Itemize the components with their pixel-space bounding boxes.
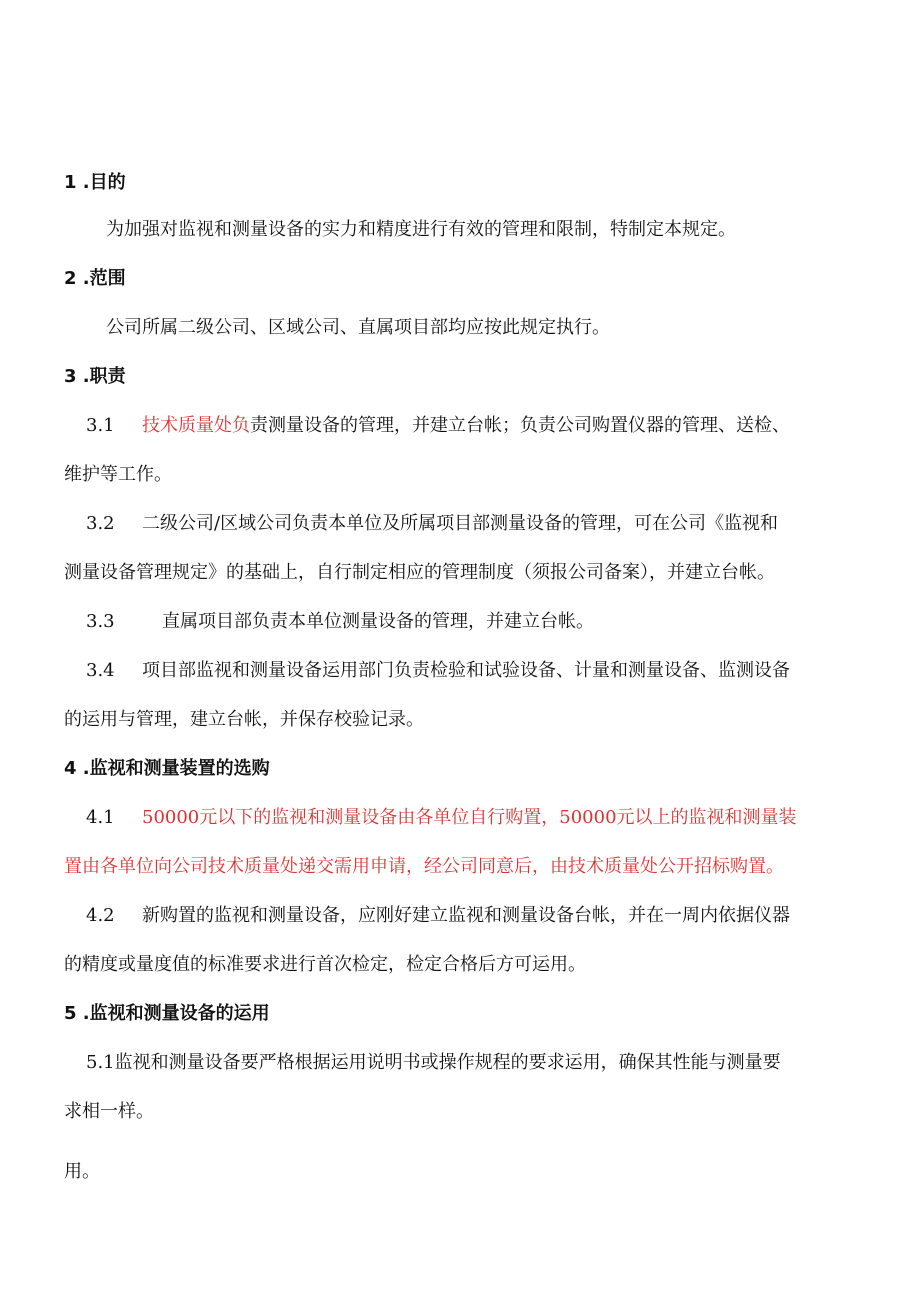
item-3-4-text: 项目部监视和测量设备运用部门负责检验和试验设备、计量和测量设备、监测设备 bbox=[142, 660, 790, 681]
section-1-heading: 1 .目的 bbox=[64, 172, 126, 193]
item-3-2-number: 3.2 bbox=[86, 513, 115, 534]
item-4-1-line-1 bbox=[86, 805, 797, 831]
item-3-1-number: 3.1 bbox=[86, 415, 115, 436]
section-3-heading: 3 .职责 bbox=[64, 366, 126, 387]
item-3-3-text: 直属项目部负责本单位测量设备的管理，并建立台帐。 bbox=[162, 611, 594, 632]
item-3-1-line-2: 维护等工作。 bbox=[64, 464, 172, 485]
item-3-2-text: 二级公司/区域公司负责本单位及所属项目部测量设备的管理，可在公司《监视和 bbox=[142, 513, 779, 534]
item-3-2-line-1 bbox=[86, 511, 778, 537]
item-3-2-line-2: 测量设备管理规定》的基础上，自行制定相应的管理制度（须报公司备案），并建立台帐。 bbox=[64, 562, 775, 583]
item-3-1-highlight: 技术质量处负 bbox=[142, 415, 250, 436]
section-5-heading: 5 .监视和测量设备的运用 bbox=[64, 1003, 270, 1024]
item-5-1-line-1: 5.1监视和测量设备要严格根据运用说明书或操作规程的要求运用，确保其性能与测量要 bbox=[86, 1052, 781, 1073]
item-4-2-text: 新购置的监视和测量设备，应刚好建立监视和测量设备台帐，并在一周内依据仪器 bbox=[142, 905, 790, 926]
item-3-1-line-1 bbox=[86, 413, 790, 439]
item-3-3-number: 3.3 bbox=[86, 611, 115, 632]
item-3-1-text: 责测量设备的管理，并建立台帐；负责公司购置仪器的管理、送检、 bbox=[250, 415, 790, 436]
item-4-1-text: 50000元以下的监视和测量设备由各单位自行购置，50000元以上的监视和测量装 bbox=[142, 807, 797, 828]
item-4-1-number: 4.1 bbox=[86, 807, 115, 828]
item-4-1-line-2: 置由各单位向公司技术质量处递交需用申请，经公司同意后，由技术质量处公开招标购置。 bbox=[64, 856, 784, 877]
section-1-paragraph: 为加强对监视和测量设备的实力和精度进行有效的管理和限制，特制定本规定。 bbox=[106, 219, 736, 240]
item-3-3-line-1 bbox=[86, 609, 594, 635]
item-3-4-line-2: 的运用与管理，建立台帐，并保存校验记录。 bbox=[64, 709, 424, 730]
item-5-1-line-2: 求相一样。 bbox=[64, 1101, 154, 1122]
item-4-2-line-1 bbox=[86, 903, 790, 929]
section-4-heading: 4 .监视和测量装置的选购 bbox=[64, 758, 270, 779]
item-3-4-line-1 bbox=[86, 658, 790, 684]
item-3-4-number: 3.4 bbox=[86, 660, 115, 681]
section-2-paragraph: 公司所属二级公司、区域公司、直属项目部均应按此规定执行。 bbox=[106, 317, 610, 338]
item-4-2-line-2: 的精度或量度值的标准要求进行首次检定，检定合格后方可运用。 bbox=[64, 954, 586, 975]
item-4-2-number: 4.2 bbox=[86, 905, 115, 926]
trailing-text: 用。 bbox=[64, 1161, 100, 1182]
section-2-heading: 2 .范围 bbox=[64, 268, 126, 289]
